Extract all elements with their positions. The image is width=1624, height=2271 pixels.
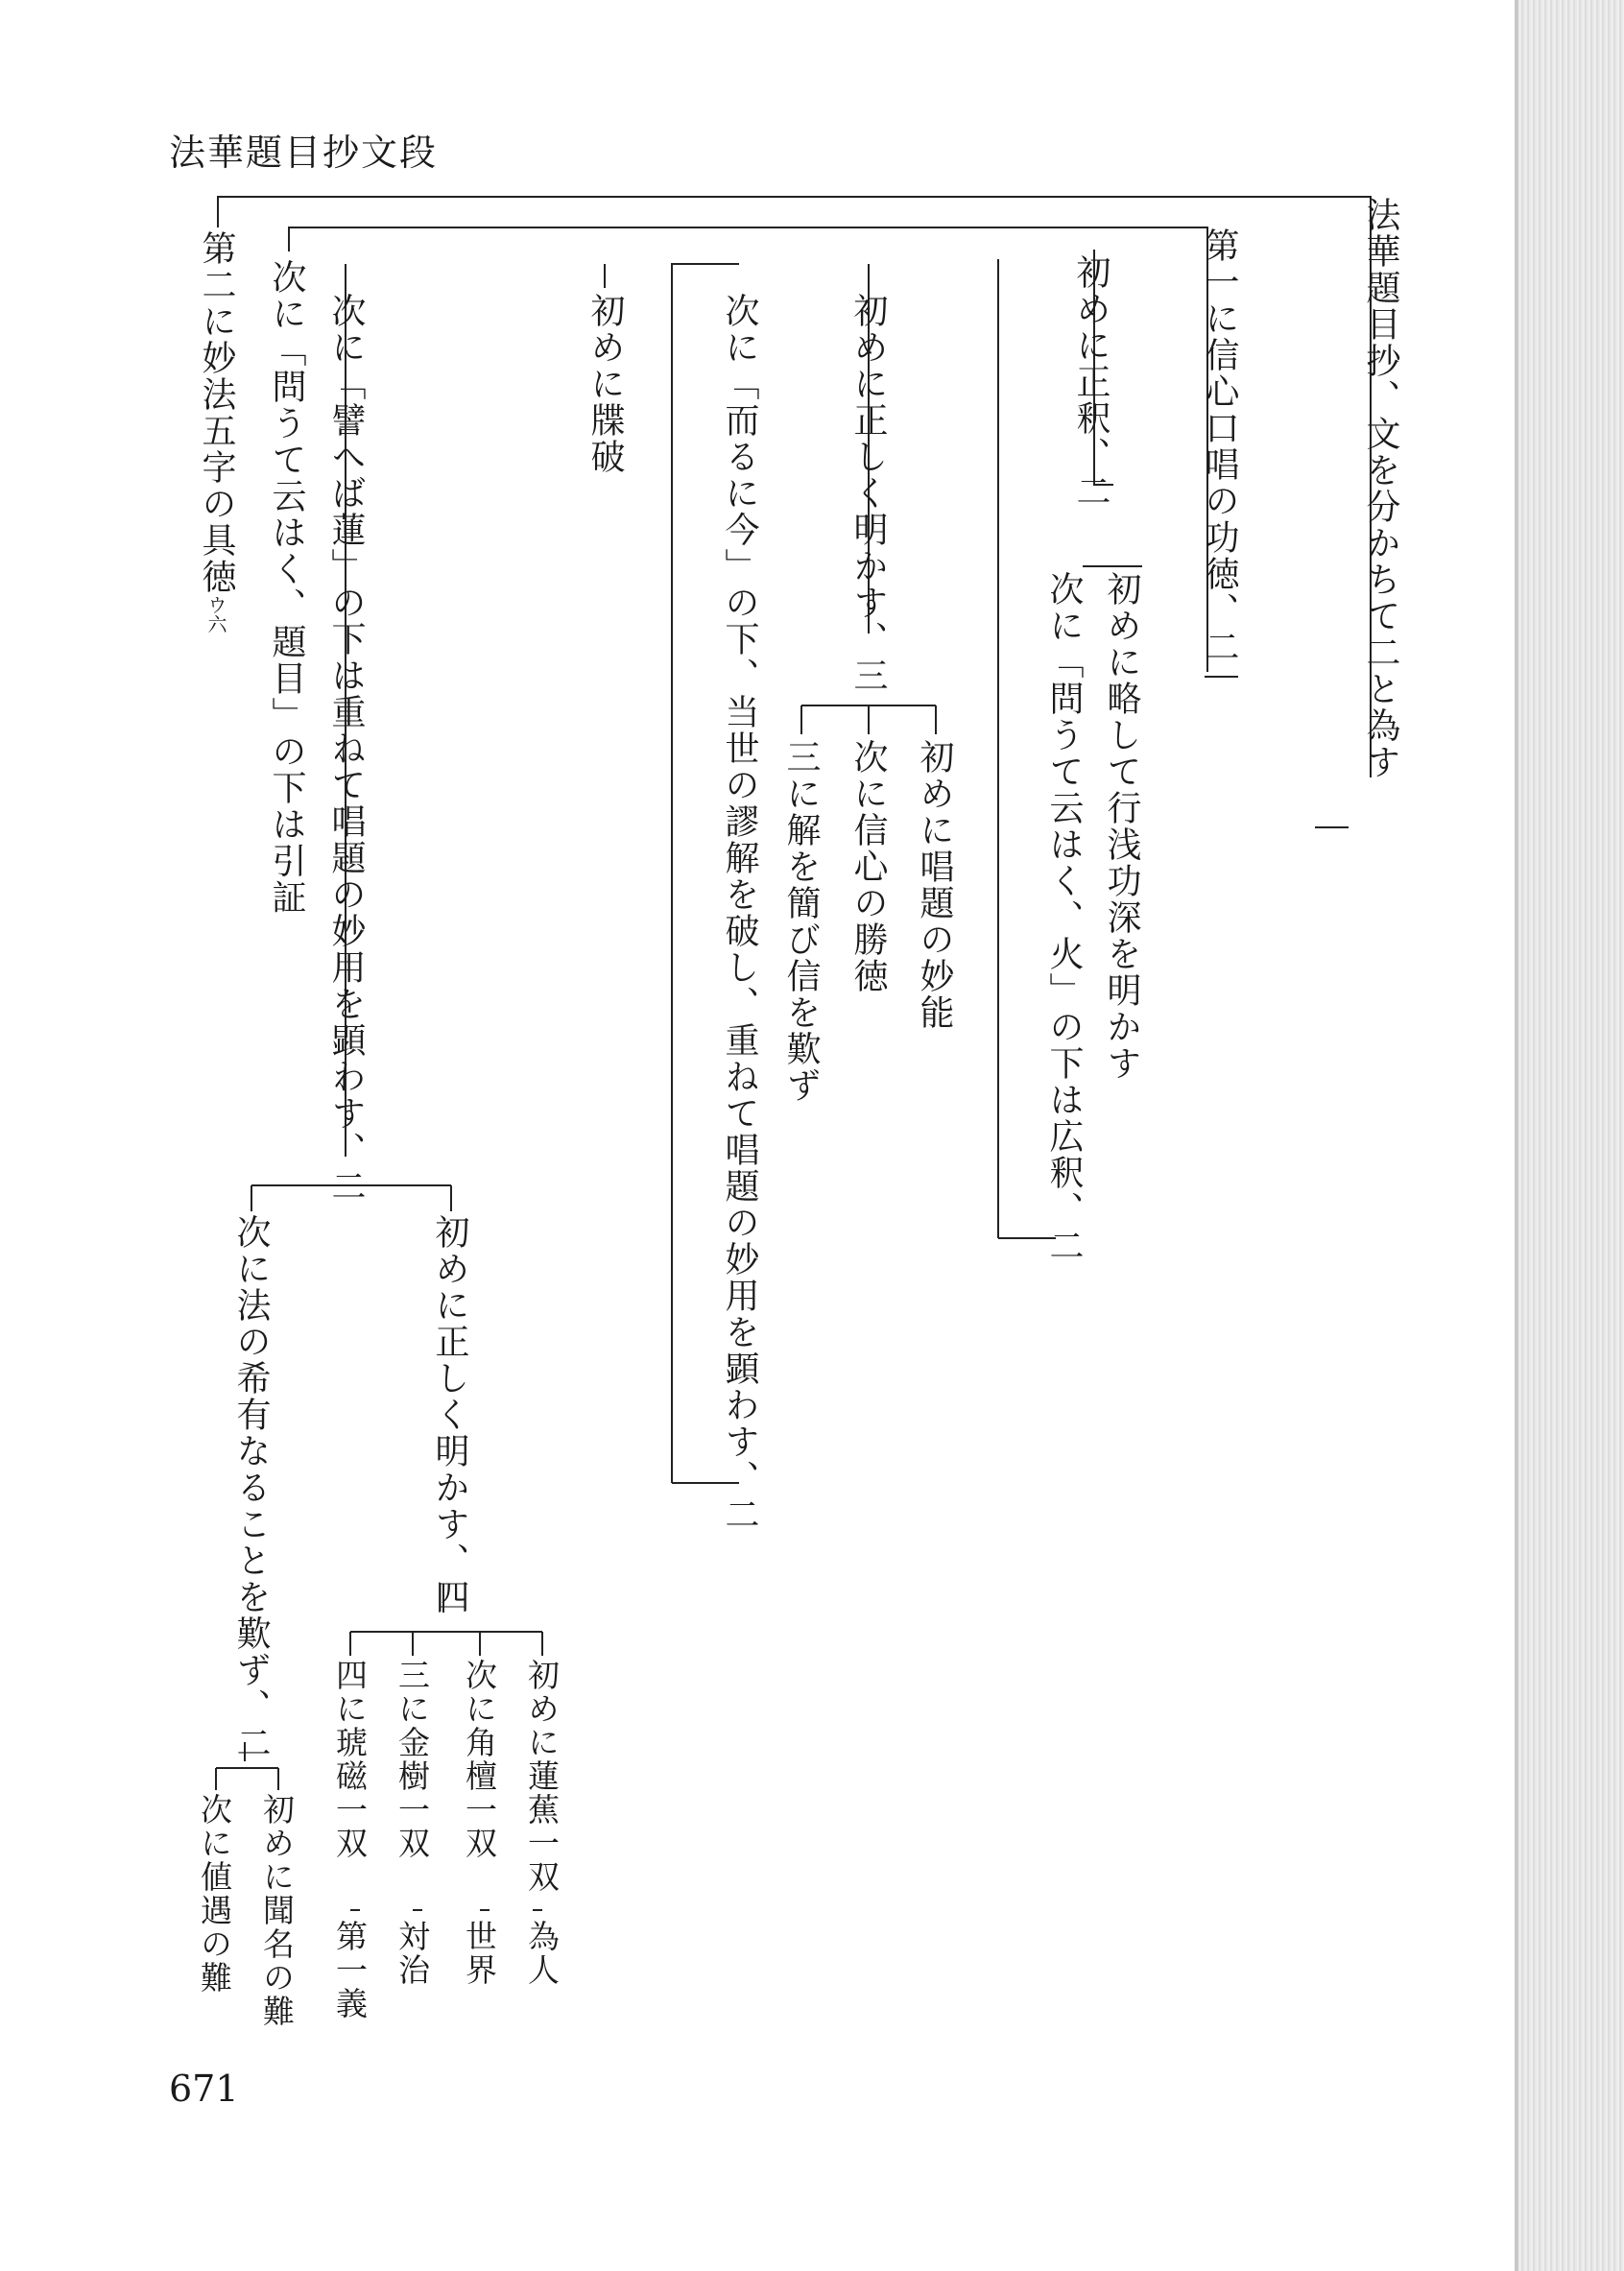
outline-node-a2: 次に「問うて云はく、火」の下は広釈、二 [1044,571,1084,1264]
outline-part-2-label: 第二に妙法五字の具徳 [197,230,236,595]
outline-item-1: 初めに蓮蕉一双 [523,1659,561,1894]
page-gutter [1518,0,1624,2271]
outline-node-b: 初めに正しく明かす、三 [848,293,888,694]
outline-item-4: 四に琥磁一双 [331,1659,369,1860]
outline-part-2 [197,230,236,633]
outline-item-3: 三に金樹一双 [394,1659,431,1860]
outline-node-a1: 初めに略して行浅功深を明かす [1102,571,1141,1082]
outline-node-e1: 初めに正しく明かす、四 [430,1214,469,1615]
outline-item-2: 次に角檀一双 [461,1659,498,1860]
outline-part-2-note: ウ六 [204,595,227,633]
outline-node-b3: 三に解を簡び信を歎ず [781,739,821,1104]
outline-root: 法華題目抄、文を分かちて二と為す [1361,197,1400,780]
outline-item-2-note: 世界 [461,1920,498,1987]
outline-node-e2: 次に法の希有なることを歎ず、二 [231,1214,271,1761]
outline-node-a: 初めに正釈、二 [1071,254,1111,510]
outline-node-e2-f1: 初めに聞名の難 [258,1793,296,2028]
outline-item-3-note: 対治 [394,1920,431,1987]
outline-item-4-note: 第一義 [331,1920,369,2020]
outline-item-1-note: 為人 [523,1920,561,1987]
outline-node-d: 初めに牒破 [585,293,625,475]
outline-node-b2: 次に信心の勝徳 [848,739,888,994]
outline-node-c: 次に「而るに今」の下、当世の謬解を破し、重ねて唱題の妙用を顕わす、二 [720,293,759,1533]
page-header: 法華題目抄文段 [169,131,439,174]
outline-node-e2-f2: 次に値遇の難 [196,1793,233,1995]
outline-node-b1: 初めに唱題の妙能 [915,739,954,1031]
outline-part-1: 第一に信心口唱の功徳、二 [1200,227,1239,665]
outline-node-e: 次に「譬へば蓮」の下は重ねて唱題の妙用を顕わす、二 [326,293,366,1205]
outline-node-f: 次に「問うて云はく、題目」の下は引証 [267,259,306,916]
page-number: 671 [169,2068,239,2110]
